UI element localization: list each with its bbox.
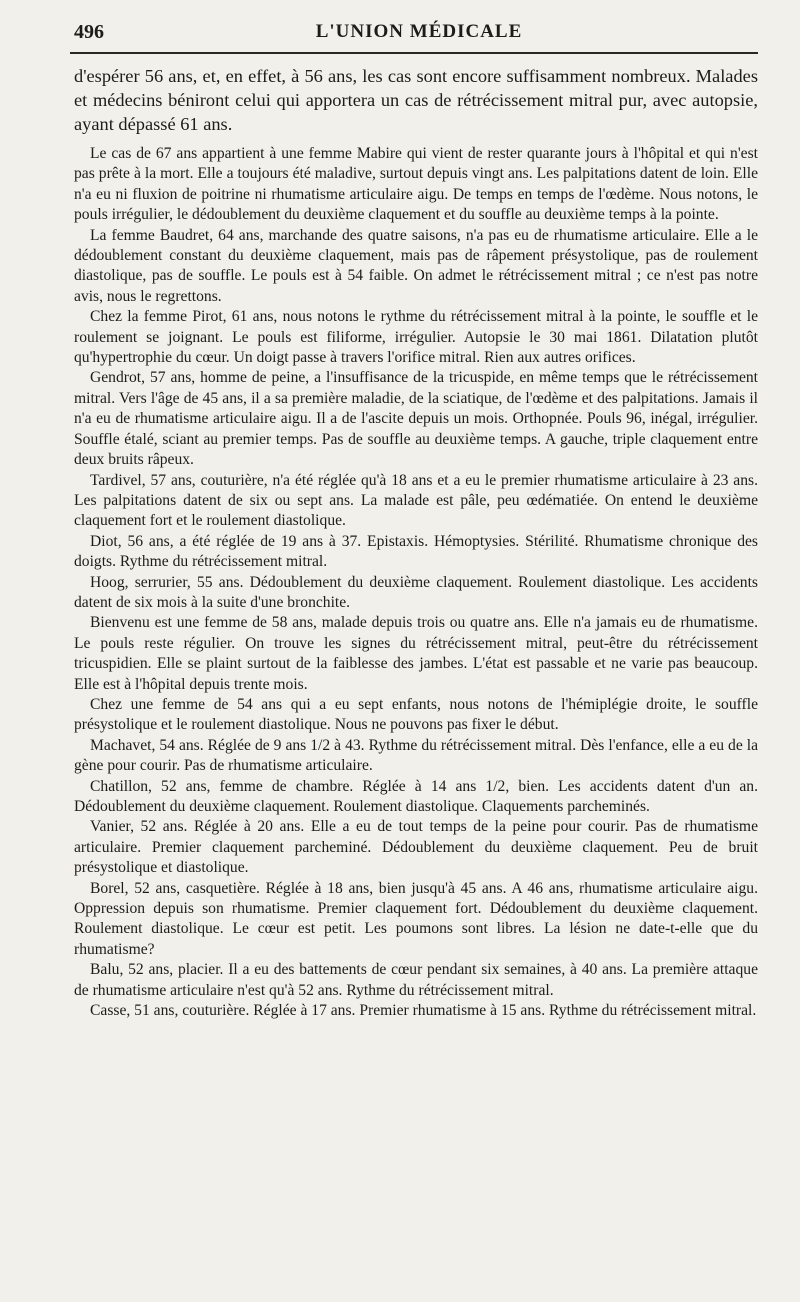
case-paragraph-gendrot: Gendrot, 57 ans, homme de peine, a l'insuffisance de la tricuspide, en même temps que le rétrécissement mitral. Vers l'âge de 45 ans, il a sa première maladie, de la sciatique, de l'œdème et des palpitations. Jamais il n'a eu de rhumatisme articulaire aigu. Il a de l'ascite depuis un mois. Orthopnée. Pouls 96, inégal, irrégulier. Souffle étalé, sciant au premier temps. Pas de souffle au deuxième temps. A gauche, triple claquement entre deux bruits râpeux. [74,369,758,469]
case-paragraph-hemiplegie: Chez une femme de 54 ans qui a eu sept enfants, nous notons de l'hémiplégie droite, le souffle présystolique et le roulement diastolique. Nous ne pouvons pas fixer le début. [74,695,758,734]
case-paragraph-balu: Balu, 52 ans, placier. Il a eu des battements de cœur pendant six semaines, à 40 ans. La première attaque de rhumatisme articulaire n'est qu'à 52 ans. Rythme du rétrécissement mitral. [74,961,758,999]
case-paragraph-baudret: La femme Baudret, 64 ans, marchande des quatre saisons, n'a pas eu de rhumatisme articulaire. Elle a le dédoublement constant du deuxième claquement, mais pas de râpement présystolique, pas de roulement diastolique, pas de souffle. Le pouls est à 54 faible. On admet le rétrécissement mitral ; ce n'est pas notre avis, nous le regrettons. [74,226,758,305]
case-paragraph-mabire: Le cas de 67 ans appartient à une femme Mabire qui vient de rester quarante jours à l'hôpital et qui n'est pas prête à la mort. Elle a toujours été maladive, surtout depuis vingt ans. Les palpitations datent de loin. Elle n'a eu ni fluxion de poitrine ni rhumatisme articulaire aigu. De temps en temps de l'œdème. Nous notons, le pouls irrégulier, le dédoublement du deuxième claquement et du souffle au deuxième temps à la pointe. [74,145,758,224]
journal-title: L'UNION MÉDICALE [315,21,523,42]
case-paragraph-bienvenu: Bienvenu est une femme de 58 ans, malade depuis trois ou quatre ans. Elle n'a jamais eu de rhumatisme. Le pouls reste régulier. On trouve les signes du rétrécissement mitral, peut-être du rétrécissement tricuspidien. Elle se plaint surtout de la faiblesse des jambes. L'état est passable et ne varie pas beaucoup. Elle est à l'hôpital depuis trente mois. [74,614,758,693]
case-paragraph-tardivel: Tardivel, 57 ans, couturière, n'a été réglée qu'à 18 ans et a eu le premier rhumatisme articulaire à 23 ans. Les palpitations datent de six ou sept ans. La malade est pâle, peu œdématiée. On entend le deuxième claquement fort et le roulement diastolique. [74,471,758,530]
continued-paragraph: d'espérer 56 ans, et, en effet, à 56 ans, les cas sont encore suffisamment nombreux. Malades et médecins béniront celui qui apportera un cas de rétrécissement mitral pur, avec autopsie, ayant dépassé 61 ans. [74,66,758,134]
case-paragraph-hoog: Hoog, serrurier, 55 ans. Dédoublement du deuxième claquement. Roulement diastolique. Les accidents datent de six mois à la suite d'une bronchite. [74,573,758,611]
case-paragraph-chatillon: Chatillon, 52 ans, femme de chambre. Réglée à 14 ans 1/2, bien. Les accidents datent d'un an. Dédoublement du deuxième claquement. Roulement diastolique. Claquements parcheminés. [74,777,758,815]
case-paragraph-pirot: Chez la femme Pirot, 61 ans, nous notons le rythme du rétrécissement mitral à la pointe, le souffle et le roulement se joignant. Le pouls est filiforme, irrégulier. Autopsie le 30 mai 1861. Dilatation plutôt qu'hypertrophie du cœur. Un doigt passe à travers l'orifice mitral. Rien aux autres orifices. [74,308,758,367]
header-rule [70,52,758,54]
case-paragraph-casse: Casse, 51 ans, couturière. Réglée à 17 ans. Premier rhumatisme à 15 ans. Rythme du rétrécissement mitral. [90,1002,757,1020]
case-paragraph-diot: Diot, 56 ans, a été réglée de 19 ans à 37. Epistaxis. Hémoptysies. Stérilité. Rhumatisme chronique des doigts. Rythme du rétrécissement mitral. [74,532,758,571]
case-paragraph-machavet: Machavet, 54 ans. Réglée de 9 ans 1/2 à 43. Rythme du rétrécissement mitral. Dès l'enfance, elle a eu de la gène pour courir. Pas de rhumatisme articulaire. [74,736,758,775]
case-paragraph-vanier: Vanier, 52 ans. Réglée à 20 ans. Elle a eu de tout temps de la peine pour courir. Pas de rhumatisme articulaire. Premier claquement parcheminé. Dédoublement du deuxième claquement. Peu de bruit présystolique et diastolique. [74,818,758,877]
page-number: 496 [74,21,104,43]
case-paragraph-borel: Borel, 52 ans, casquetière. Réglée à 18 ans, bien jusqu'à 45 ans. A 46 ans, rhumatisme articulaire aigu. Oppression depuis son rhumatisme. Premier claquement fort. Dédoublement du deuxième claquement. Roulement diastolique. Le cœur est petit. Les poumons sont libres. La lésion ne date-t-elle que du rhumatisme? [74,879,758,958]
running-head [74,14,758,50]
